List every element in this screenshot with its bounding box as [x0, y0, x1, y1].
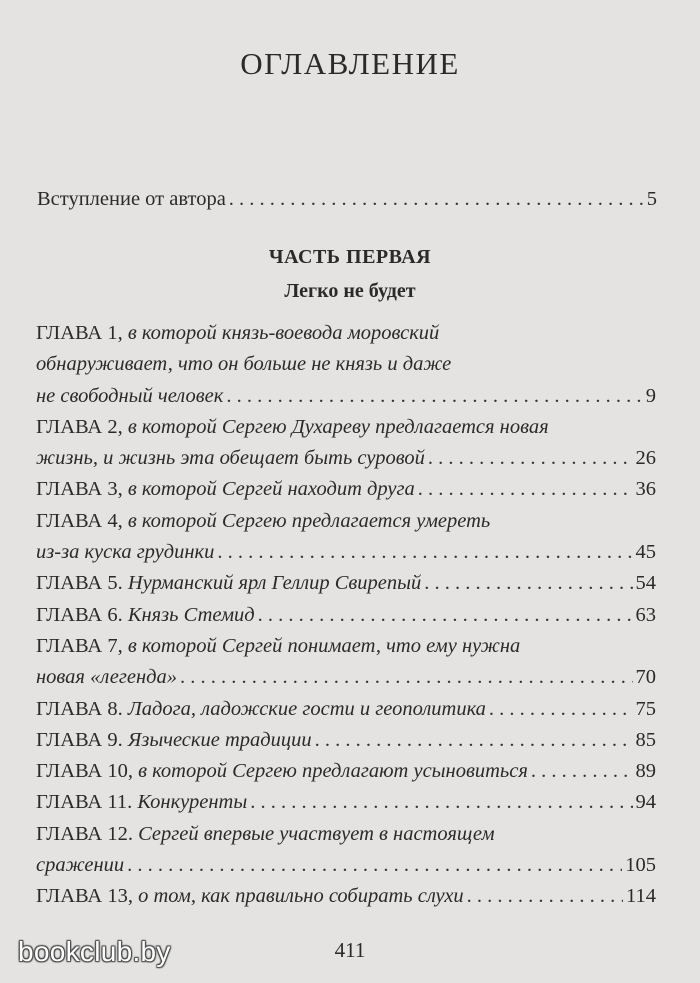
toc-entry — [36, 756, 656, 787]
page-title: ОГЛАВЛЕНИЕ — [240, 46, 460, 81]
chapter-description: о том, как правильно собирать слухи — [138, 885, 464, 908]
chapter-description: в которой Сергею Духареву предлагается новая — [127, 415, 549, 438]
toc-entry — [36, 600, 656, 631]
toc-entry-line — [36, 349, 656, 380]
chapter-number: ГЛАВА 12. — [36, 822, 133, 845]
chapter-number: ГЛАВА 7, — [36, 634, 123, 657]
toc-entry-line — [36, 381, 656, 412]
chapter-number: ГЛАВА 11. — [36, 791, 133, 814]
dot-leader — [424, 568, 632, 599]
toc-entry-line — [36, 787, 656, 818]
dot-leader — [229, 184, 644, 215]
chapter-description: в которой Сергей понимает, что ему нужна — [127, 634, 521, 657]
chapter-page-number: 26 — [635, 447, 656, 470]
chapter-number: ГЛАВА 9. — [36, 728, 123, 751]
toc-entry-line — [36, 474, 656, 505]
toc-entry-line — [36, 318, 656, 349]
chapter-description: обнаруживает, что он больше не князь и даже — [36, 353, 452, 376]
chapter-number: ГЛАВА 10, — [36, 760, 133, 783]
toc-entry-line — [36, 443, 656, 474]
toc-intro-label: Вступление от автора — [37, 188, 226, 210]
chapter-description: Ладога, ладожские гости и геополитика — [127, 697, 486, 720]
dot-leader — [250, 787, 632, 818]
toc-entry — [36, 474, 656, 505]
chapter-number: ГЛАВА 8. — [36, 697, 123, 720]
chapter-description: Конкуренты — [137, 791, 248, 814]
toc-entry-line — [36, 600, 656, 631]
chapter-page-number: 94 — [635, 791, 656, 814]
toc-entry — [36, 506, 656, 569]
chapter-page-number: 45 — [635, 541, 656, 564]
dot-leader — [226, 381, 642, 412]
chapter-page-number: 85 — [635, 728, 656, 751]
toc-intro-entry — [37, 184, 657, 215]
toc-entry — [36, 787, 656, 818]
toc-entry — [36, 412, 656, 475]
part-number: ЧАСТЬ ПЕРВАЯ — [268, 246, 432, 268]
toc-entry — [36, 725, 656, 756]
dot-leader — [127, 850, 622, 881]
dot-leader — [531, 756, 633, 787]
toc-entry-line — [36, 662, 656, 693]
chapter-description: новая «легенда» — [36, 666, 178, 689]
chapter-page-number: 36 — [635, 478, 656, 501]
watermark-logo: bookclub.by — [18, 936, 171, 967]
toc-intro-page: 5 — [646, 188, 657, 210]
part-title: Легко не будет — [284, 280, 416, 302]
chapter-number: ГЛАВА 13, — [36, 885, 133, 908]
toc-entry-line — [36, 506, 656, 537]
toc-entry-line — [36, 756, 656, 787]
toc-entry — [36, 819, 656, 882]
chapter-description: жизнь, и жизнь эта обещает быть суровой — [36, 447, 425, 470]
toc-entry — [36, 318, 656, 412]
chapter-description: не свободный человек — [36, 384, 224, 407]
toc-entry-line — [36, 725, 656, 756]
chapter-description: из-за куска грудинки — [36, 541, 215, 564]
dot-leader — [217, 537, 632, 568]
toc-entry-line — [36, 412, 656, 443]
dot-leader — [180, 662, 632, 693]
chapter-description: Нурманский ярл Геллир Свирепый — [127, 572, 422, 595]
chapter-description: в которой князь-воевода моровский — [127, 322, 440, 344]
toc-entry-line — [36, 694, 656, 725]
chapter-page-number: 89 — [635, 760, 656, 783]
chapter-page-number: 9 — [645, 384, 656, 407]
toc-entry — [36, 881, 656, 912]
toc-entry — [36, 631, 656, 694]
toc-entry-line — [36, 850, 656, 881]
chapter-number: ГЛАВА 5. — [36, 572, 123, 595]
chapter-description: сражении — [36, 854, 125, 877]
chapter-number: ГЛАВА 4, — [36, 509, 123, 532]
dot-leader — [315, 725, 633, 756]
chapter-page-number: 63 — [635, 603, 656, 626]
chapter-page-number: 75 — [635, 697, 656, 720]
table-of-contents — [36, 318, 656, 913]
chapter-page-number: 54 — [635, 572, 656, 595]
toc-entry — [36, 568, 656, 599]
chapter-number: ГЛАВА 6. — [36, 603, 123, 626]
toc-entry-line — [36, 881, 656, 912]
chapter-description: Князь Стемид — [127, 603, 255, 626]
chapter-page-number: 105 — [625, 854, 656, 877]
dot-leader — [467, 881, 623, 912]
chapter-number: ГЛАВА 1, — [36, 322, 123, 344]
chapter-description: в которой Сергею предлагается умереть — [127, 509, 491, 532]
chapter-page-number: 114 — [626, 885, 656, 908]
toc-entry — [36, 694, 656, 725]
chapter-number: ГЛАВА 3, — [36, 478, 123, 501]
dot-leader — [489, 694, 633, 725]
dot-leader — [258, 600, 633, 631]
toc-entry-line — [36, 631, 656, 662]
page-number: 411 — [334, 938, 366, 962]
toc-entry-line — [36, 819, 656, 850]
chapter-description: в которой Сергей находит друга — [127, 478, 415, 501]
chapter-description: Сергей впервые участвует в настоящем — [138, 822, 495, 845]
dot-leader — [418, 474, 633, 505]
chapter-page-number: 70 — [635, 666, 656, 689]
chapter-number: ГЛАВА 2, — [36, 415, 123, 438]
chapter-description: Языческие традиции — [127, 728, 312, 751]
toc-entry-line — [36, 568, 656, 599]
dot-leader — [428, 443, 633, 474]
chapter-description: в которой Сергею предлагают усыновиться — [138, 760, 528, 783]
toc-entry-line — [36, 537, 656, 568]
